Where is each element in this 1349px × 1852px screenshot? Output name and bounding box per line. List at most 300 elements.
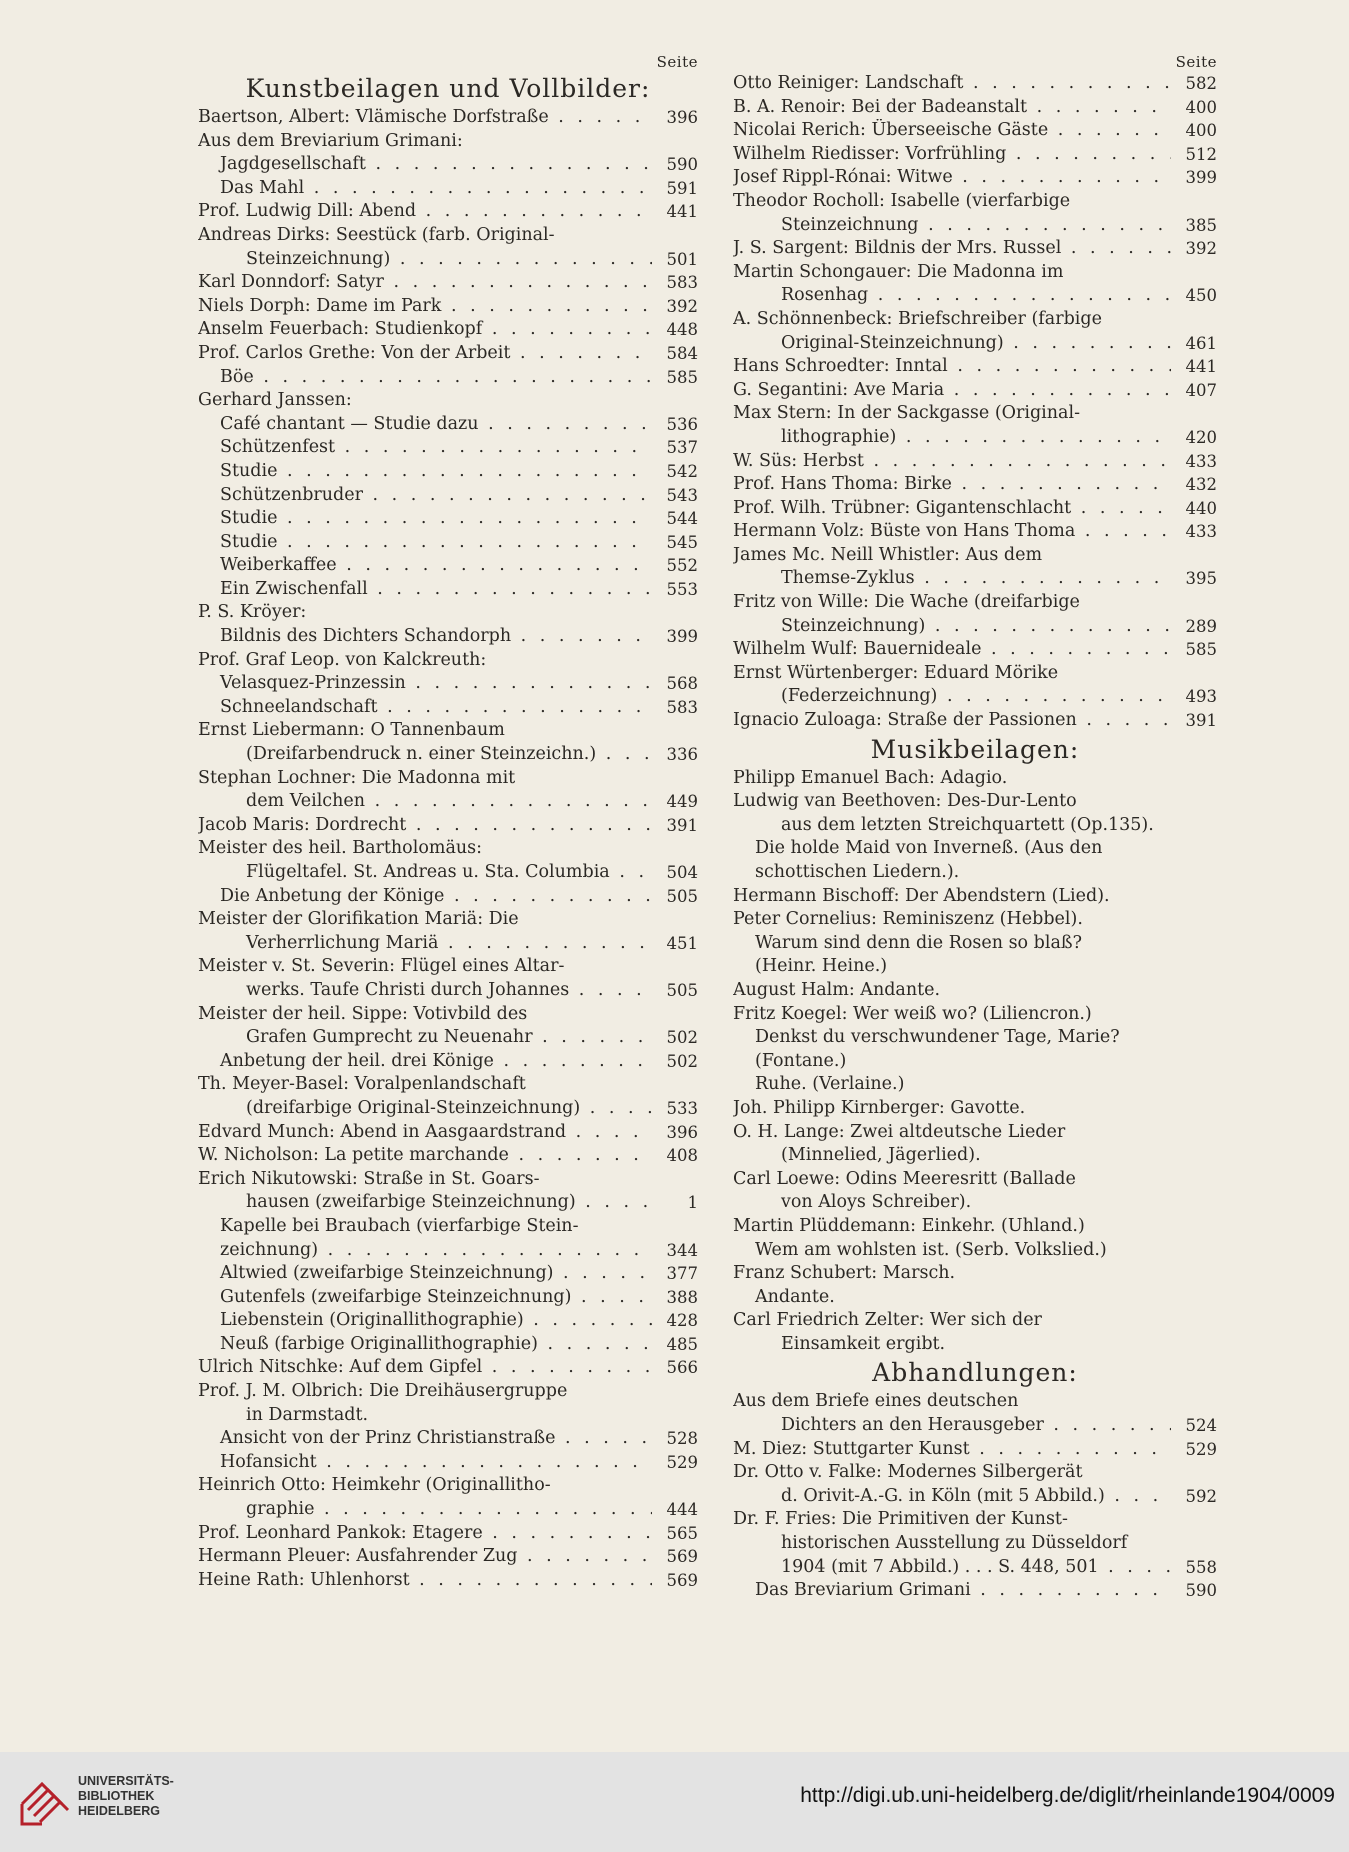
entry-text: Andreas Dirks: Seestück (farb. Original- (198, 224, 555, 245)
entry-text-line (198, 153, 652, 177)
page-number: 591 (661, 177, 699, 201)
index-entry (733, 1508, 1217, 1579)
page-number: 545 (661, 531, 699, 555)
entry-list (733, 72, 1217, 733)
entry-text: schottischen Liedern.). (755, 862, 960, 882)
entry-text-line (733, 355, 1171, 379)
entry-text: graphie (246, 1499, 315, 1520)
entry-text-line (198, 578, 652, 602)
entry-text-line (198, 1404, 698, 1428)
entry-text-line (733, 1579, 1171, 1603)
entry-text: Prof. Ludwig Dill: Abend (198, 201, 417, 222)
index-entry (733, 379, 1217, 403)
entry-text-line (198, 719, 698, 743)
library-name-line: HEIDELBERG (78, 1804, 160, 1818)
entry-text: Wem am wohlsten ist. (Serb. Volkslied.) (755, 1239, 1107, 1260)
entry-text-line (198, 1451, 652, 1475)
page-number: 585 (661, 366, 699, 390)
entry-text-line (733, 237, 1171, 261)
entry-text: Original-Steinzeichnung) (781, 332, 1004, 353)
entry-text-line (733, 1532, 1217, 1556)
page-number: 533 (661, 1097, 699, 1121)
entry-text-line (733, 1073, 1217, 1097)
index-entry (733, 190, 1217, 237)
entry-text: Die holde Maid von Inverneß. (Aus den (755, 838, 1103, 859)
index-entry (733, 402, 1217, 449)
page-number: 558 (1180, 1556, 1218, 1580)
library-name (78, 1774, 174, 1819)
entry-text: Meister des heil. Bartholomäus: (198, 838, 483, 859)
entry-text: Nicolai Rerich: Überseeische Gäste (733, 120, 1049, 141)
entry-text-line (733, 261, 1217, 285)
entry-text: Ansicht von der Prinz Christianstraße (220, 1428, 556, 1449)
index-entry (198, 1474, 698, 1521)
entry-text: Martin Schongauer: Die Madonna im (733, 261, 1064, 282)
entry-text-line (733, 1239, 1217, 1263)
entry-text: Gerhard Janssen: (198, 390, 352, 411)
index-entry (198, 578, 698, 602)
index-entry (198, 1073, 698, 1120)
index-entry (733, 1262, 1217, 1286)
entry-text-line (733, 1309, 1217, 1333)
right-column (733, 52, 1217, 1603)
page-number: 512 (1180, 143, 1218, 167)
entry-text-line (198, 1239, 652, 1263)
entry-text-line (733, 615, 1171, 639)
entry-text: Prof. Leonhard Pankok: Etagere (198, 1522, 483, 1543)
index-entry (733, 544, 1217, 591)
entry-text-line (198, 318, 652, 342)
university-library-logo (16, 1770, 74, 1830)
entry-text: Ernst Liebermann: O Tannenbaum (198, 720, 505, 741)
page-number: 590 (661, 153, 699, 177)
index-entry (198, 1144, 698, 1168)
entry-text: Steinzeichnung (781, 214, 919, 235)
entry-text-line (198, 130, 698, 154)
page-number: 444 (661, 1498, 699, 1522)
index-entry (198, 649, 698, 673)
entry-text-line (733, 1286, 1217, 1310)
entry-text-line (733, 190, 1217, 214)
index-entry (198, 484, 698, 508)
index-entry (198, 1522, 698, 1546)
entry-text: Meister v. St. Severin: Flügel eines Altar- (198, 956, 565, 977)
entry-text-line (733, 1168, 1217, 1192)
page-number: 529 (661, 1451, 699, 1475)
entry-text: Das Breviarium Grimani (755, 1580, 971, 1601)
entry-text-line (198, 554, 652, 578)
index-entry (733, 790, 1217, 837)
entry-text-line (198, 1333, 652, 1357)
page-number: 505 (661, 979, 699, 1003)
entry-text: lithographie) (781, 426, 897, 447)
entry-text-line (198, 248, 652, 272)
page-number: 1 (682, 1191, 699, 1215)
index-entry (198, 507, 698, 531)
entry-text: Wilhelm Riedisser: Vorfrühling (733, 143, 1007, 164)
page-number: 461 (1180, 332, 1218, 356)
index-entry (198, 1215, 698, 1262)
index-entry (198, 601, 698, 625)
entry-text-line (733, 72, 1171, 96)
index-entry (198, 908, 698, 955)
entry-text-line (733, 497, 1171, 521)
entry-text: Hermann Volz: Büste von Hans Thoma (733, 521, 1076, 542)
entry-text: W. Süs: Herbst (733, 450, 864, 471)
page-number: 336 (661, 743, 699, 767)
index-entry (733, 1073, 1217, 1097)
page-number: 485 (661, 1333, 699, 1357)
entry-text-line (733, 1144, 1217, 1168)
entry-text-line (198, 1286, 652, 1310)
page-number: 537 (661, 436, 699, 460)
page-number: 569 (661, 1569, 699, 1593)
entry-text-line (198, 200, 652, 224)
entry-text: O. H. Lange: Zwei altdeutsche Lieder (733, 1121, 1066, 1142)
entry-text-line (198, 1144, 652, 1168)
entry-text-line (198, 696, 652, 720)
entry-text: in Darmstadt. (246, 1404, 369, 1425)
entry-text: Ernst Würtenberger: Eduard Mörike (733, 662, 1059, 683)
entry-text: Verherrlichung Mariä (246, 932, 439, 953)
entry-text: Jagdgesellschaft (220, 154, 366, 175)
entry-text-line (733, 1262, 1217, 1286)
index-entry (733, 308, 1217, 355)
index-entry (733, 450, 1217, 474)
index-entry (198, 413, 698, 437)
index-entry (733, 908, 1217, 932)
entry-text: 1904 (mit 7 Abbild.) . . . S. 448, 501 (781, 1556, 1099, 1577)
index-entry (198, 389, 698, 413)
page-number: 392 (1180, 237, 1218, 261)
entry-text-line (733, 308, 1217, 332)
entry-text: Edvard Munch: Abend in Aasgaardstrand (198, 1121, 567, 1142)
entry-text: (Minnelied, Jägerlied). (781, 1145, 981, 1166)
entry-text-line (733, 685, 1171, 709)
index-entry (198, 955, 698, 1002)
index-entry (733, 520, 1217, 544)
entry-text: Meister der Glorifikation Mariä: Die (198, 909, 519, 930)
entry-text-line (198, 366, 652, 390)
entry-text: Die Anbetung der Könige (220, 885, 445, 906)
entry-text: aus dem letzten Streichquartett (Op.135). (781, 814, 1154, 835)
entry-text-line (733, 1438, 1171, 1462)
entry-text: Prof. J. M. Olbrich: Die Dreihäusergruppe (198, 1381, 568, 1402)
entry-text-line (198, 1191, 652, 1215)
entry-text-line (733, 1215, 1217, 1239)
entry-text-line (733, 1097, 1217, 1121)
entry-text: Ein Zwischenfall (220, 578, 368, 599)
entry-text-line (733, 591, 1217, 615)
entry-text: Niels Dorph: Dame im Park (198, 295, 442, 316)
index-entry (198, 224, 698, 271)
index-entry (733, 885, 1217, 909)
index-entry (198, 554, 698, 578)
entry-text-line (198, 177, 652, 201)
entry-text: Ignacio Zuloaga: Straße der Passionen (733, 710, 1077, 731)
entry-text-line (733, 284, 1171, 308)
entry-text: Studie (220, 508, 278, 529)
entry-text: Franz Schubert: Marsch. (733, 1263, 956, 1284)
entry-text: Gutenfels (zweifarbige Steinzeichnung) (220, 1286, 572, 1307)
entry-text-line (198, 271, 652, 295)
entry-text: Th. Meyer-Basel: Voralpenlandschaft (198, 1074, 526, 1095)
index-entry (198, 1569, 698, 1593)
entry-text-line (198, 1121, 652, 1145)
entry-text-line (198, 1168, 698, 1192)
entry-text: Aus dem Breviarium Grimani: (198, 130, 463, 151)
page-number: 407 (1180, 379, 1218, 403)
entry-text-line (198, 908, 698, 932)
index-entry (733, 119, 1217, 143)
entry-text: Kapelle bei Braubach (vierfarbige Stein- (220, 1215, 579, 1236)
index-entry (733, 1097, 1217, 1121)
page-number: 344 (661, 1239, 699, 1263)
entry-text-line (198, 625, 652, 649)
index-entry (733, 96, 1217, 120)
page-number: 582 (1180, 72, 1218, 96)
entry-text-line (198, 531, 652, 555)
entry-text-line (733, 1390, 1217, 1414)
entry-text-line (733, 1003, 1217, 1027)
entry-text: Steinzeichnung) (246, 248, 391, 269)
page-number: 583 (661, 271, 699, 295)
entry-text: (Heinr. Heine.) (755, 956, 888, 977)
entry-text: Anselm Feuerbach: Studienkopf (198, 319, 483, 340)
page-number: 505 (661, 885, 699, 909)
page-number: 565 (661, 1522, 699, 1546)
index-entry (198, 696, 698, 720)
entry-text-line (733, 837, 1217, 861)
entry-text: Carl Friedrich Zelter: Wer sich der (733, 1310, 1042, 1331)
entry-text: G. Segantini: Ave Maria (733, 379, 945, 400)
entry-text-line (198, 955, 698, 979)
index-entry (198, 837, 698, 884)
entry-text-line (733, 520, 1171, 544)
index-entry (198, 1427, 698, 1451)
entry-text: A. Schönnenbeck: Briefschreiber (farbige (733, 308, 1102, 329)
index-entry (198, 719, 698, 766)
section-heading-musikbeilagen: Musikbeilagen: (870, 734, 1080, 764)
entry-text-line (198, 1380, 698, 1404)
page-number: 451 (661, 932, 699, 956)
index-entry (733, 662, 1217, 709)
index-entry (733, 1309, 1217, 1356)
entry-text-line (733, 214, 1171, 238)
index-entry (733, 261, 1217, 308)
page-number: 391 (1180, 709, 1218, 733)
index-entry (198, 531, 698, 555)
index-entry (733, 837, 1217, 884)
index-entry (733, 1461, 1217, 1508)
page-number: 408 (661, 1144, 699, 1168)
page-number: 289 (1180, 615, 1218, 639)
entry-text-line (198, 837, 698, 861)
page-column-label: Seite (1175, 53, 1217, 71)
index-entry (733, 932, 1217, 979)
entry-text-line (733, 1026, 1217, 1050)
entry-text: Heinrich Otto: Heimkehr (Originallitho- (198, 1475, 551, 1496)
index-entry (198, 342, 698, 366)
entry-text-line (733, 885, 1217, 909)
entry-text-line (733, 473, 1171, 497)
index-entry (198, 1121, 698, 1145)
entry-list (733, 767, 1217, 1357)
entry-text: Prof. Hans Thoma: Birke (733, 474, 952, 495)
entry-text-line (733, 1485, 1171, 1509)
entry-text: (Dreifarbendruck n. einer Steinzeichn.) (246, 744, 597, 765)
page-number: 568 (661, 672, 699, 696)
page-number: 544 (661, 507, 699, 531)
index-entry (198, 177, 698, 201)
library-name-line: UNIVERSITÄTS- (78, 1774, 174, 1788)
source-url-link[interactable]: http://digi.ub.uni-heidelberg.de/diglit/rheinlande1904/0009 (800, 1784, 1335, 1807)
page-number: 493 (1180, 685, 1218, 709)
entry-text: Hermann Bischoff: Der Abendstern (Lied). (733, 885, 1110, 906)
index-entry (733, 72, 1217, 96)
entry-text-line (733, 1191, 1217, 1215)
entry-text-line (733, 1414, 1171, 1438)
page-number: 590 (1180, 1579, 1218, 1603)
entry-text-line (198, 1356, 652, 1380)
entry-text: Ruhe. (Verlaine.) (755, 1074, 905, 1095)
index-entry (198, 1168, 698, 1215)
entry-text: Prof. Wilh. Trübner: Gigantenschlacht (733, 497, 1072, 518)
left-column (198, 52, 698, 1592)
index-entry (733, 1121, 1217, 1168)
index-entry (198, 436, 698, 460)
entry-text: Carl Loewe: Odins Meeresritt (Ballade (733, 1168, 1076, 1189)
page-number: 553 (661, 578, 699, 602)
entry-text-line (733, 166, 1171, 190)
index-entry (733, 1215, 1217, 1239)
entry-text: Velasquez-Prinzessin (220, 673, 406, 694)
entry-text: Andante. (755, 1286, 835, 1307)
entry-text-line (198, 1073, 698, 1097)
page-column-label: Seite (656, 53, 698, 71)
entry-text-line (733, 450, 1171, 474)
entry-text-line (733, 119, 1171, 143)
page-number: 400 (1180, 96, 1218, 120)
index-entry (198, 1286, 698, 1310)
page-number: 543 (661, 484, 699, 508)
entry-text-line (198, 1262, 652, 1286)
entry-text: Weiberkaffee (220, 555, 337, 576)
page-number: 400 (1180, 119, 1218, 143)
entry-text: Peter Cornelius: Reminiszenz (Hebbel). (733, 909, 1083, 930)
entry-text: von Aloys Schreiber). (781, 1192, 972, 1213)
entry-text-line (733, 814, 1217, 838)
entry-text: Meister der heil. Sippe: Votivbild des (198, 1003, 528, 1024)
entry-text: hausen (zweifarbige Steinzeichnung) (246, 1192, 576, 1213)
index-entry (198, 625, 698, 649)
entry-text: M. Diez: Stuttgarter Kunst (733, 1438, 970, 1459)
entry-text: P. S. Kröyer: (198, 602, 307, 623)
page-number: 392 (661, 295, 699, 319)
page-number: 524 (1180, 1414, 1218, 1438)
entry-text: Bildnis des Dichters Schandorph (220, 626, 512, 647)
entry-text-line (733, 426, 1171, 450)
page-number: 432 (1180, 473, 1218, 497)
entry-text: Dr. Otto v. Falke: Modernes Silbergerät (733, 1462, 1083, 1483)
page-number: 420 (1180, 426, 1218, 450)
entry-text-line (198, 767, 698, 791)
entry-text: Wilhelm Wulf: Bauernideale (733, 639, 982, 660)
entry-text: Philipp Emanuel Bach: Adagio. (733, 767, 1008, 788)
index-entry (198, 271, 698, 295)
index-entry (198, 1380, 698, 1427)
entry-text-line (198, 885, 652, 909)
entry-text-line (198, 436, 652, 460)
index-entry (733, 709, 1217, 733)
entry-text-line (198, 1545, 652, 1569)
entry-text-line (198, 743, 652, 767)
index-entry (733, 591, 1217, 638)
entry-text: Jacob Maris: Dordrecht (198, 814, 407, 835)
entry-text: Steinzeichnung) (781, 615, 926, 636)
entry-text: W. Nicholson: La petite marchande (198, 1145, 509, 1166)
index-entry (733, 497, 1217, 521)
entry-text: Karl Donndorf: Satyr (198, 272, 384, 293)
entry-text: Ulrich Nitschke: Auf dem Gipfel (198, 1357, 483, 1378)
entry-text: Einsamkeit ergibt. (781, 1333, 946, 1354)
entry-text-line (733, 567, 1171, 591)
entry-text-line (198, 932, 652, 956)
section-heading-kunstbeilagen: Kunstbeilagen und Vollbilder: (245, 74, 651, 103)
entry-text: Themse-Zyklus (781, 568, 915, 589)
entry-text: Schneelandschaft (220, 696, 378, 717)
entry-text: Heine Rath: Uhlenhorst (198, 1569, 410, 1590)
entry-text-line (198, 1427, 652, 1451)
entry-text: Grafen Gumprecht zu Neuenahr (246, 1027, 533, 1048)
page-number: 450 (1180, 284, 1218, 308)
page-number: 552 (661, 554, 699, 578)
entry-text-line (198, 672, 652, 696)
entry-text-line (198, 389, 698, 413)
entry-text: Studie (220, 460, 278, 481)
index-entry (198, 814, 698, 838)
entry-text: dem Veilchen (246, 791, 365, 812)
entry-text: Joh. Philipp Kirnberger: Gavotte. (733, 1097, 1026, 1118)
entry-text-line (198, 460, 652, 484)
entry-text-line (733, 662, 1217, 686)
index-entry (198, 767, 698, 814)
entry-text-line (733, 143, 1171, 167)
entry-text: Dr. F. Fries: Die Primitiven der Kunst- (733, 1509, 1068, 1530)
page-number: 504 (661, 861, 699, 885)
entry-text-line (198, 1215, 698, 1239)
page-number: 536 (661, 413, 699, 437)
entry-text-line (733, 544, 1217, 568)
entry-text: Schützenbruder (220, 484, 363, 505)
entry-text-line (733, 638, 1171, 662)
entry-text-line (198, 1569, 652, 1593)
entry-text-line (198, 484, 652, 508)
page-number: 377 (661, 1262, 699, 1286)
entry-text: Fritz von Wille: Die Wache (dreifarbige (733, 592, 1080, 613)
entry-text-line (198, 342, 652, 366)
entry-text-line (198, 1026, 652, 1050)
entry-text-line (198, 979, 652, 1003)
index-entry (733, 473, 1217, 497)
entry-text: Flügeltafel. St. Andreas u. Sta. Columbia (246, 862, 610, 882)
entry-text: Hans Schroedter: Inntal (733, 356, 948, 377)
page-number: 396 (661, 106, 699, 130)
entry-text-line (198, 1498, 652, 1522)
entry-text-line (198, 1474, 698, 1498)
entry-text: Dichters an den Herausgeber (781, 1415, 1044, 1436)
entry-text: Stephan Lochner: Die Madonna mit (198, 767, 516, 788)
